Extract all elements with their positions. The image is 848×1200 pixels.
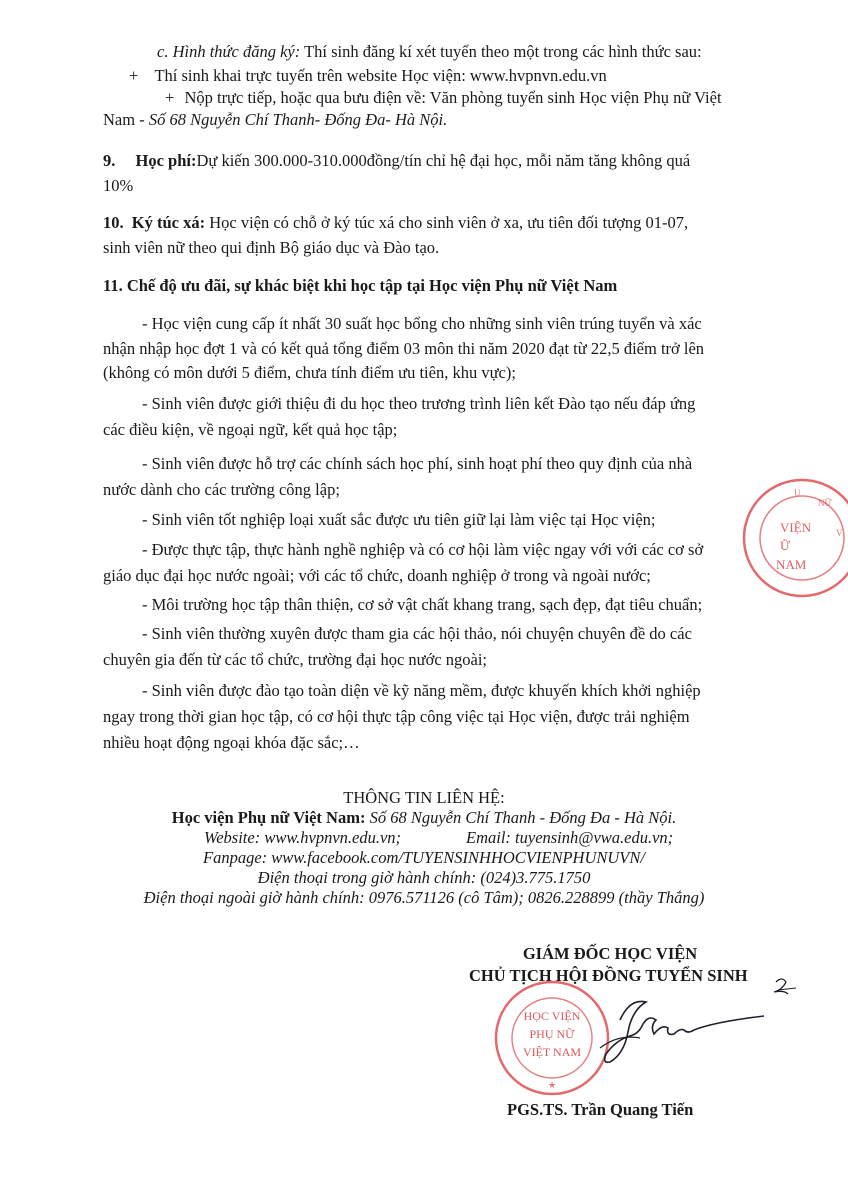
benefit-line: chuyên gia đến từ các tổ chức, trường đại học nước ngoài;	[103, 650, 488, 669]
benefit-line: các điều kiện, về ngoại ngữ, kết quả học tập;	[103, 420, 398, 439]
contact-phone-after-hours: Điện thoại ngoài giờ hành chính: 0976.571126 (cô Tâm); 0826.228899 (thầy Thắng)	[143, 888, 705, 907]
benefit-line: giáo dục đại học nước ngoài; với các tổ chức, doanh nghiệp ở trong và ngoài nước;	[103, 566, 651, 585]
registration-method-label: c. Hình thức đăng ký:	[157, 42, 301, 61]
section-number: 10.	[103, 213, 124, 232]
signer-name: PGS.TS. Trần Quang Tiến	[507, 1100, 694, 1119]
seal-text-line3: VIỆT NAM	[522, 1045, 582, 1059]
online-registration-bullet	[129, 66, 607, 86]
benefit-line: ngay trong thời gian học tập, có cơ hội thực tập công việc tại Học viện, được trải nghiệm	[103, 707, 690, 726]
svg-text:V: V	[836, 528, 843, 538]
contact-org-address: Số 68 Nguyễn Chí Thanh - Đống Đa - Hà Nội.	[365, 808, 677, 827]
dormitory-cont: sinh viên nữ theo qui định Bộ giáo dục và Đào tạo.	[103, 238, 440, 257]
benefit-line: - Sinh viên thường xuyên được tham gia các hội thảo, nói chuyện chuyên đề do các	[142, 624, 692, 643]
seal-text-line2: PHỤ NỮ	[529, 1027, 575, 1041]
benefit-line: - Môi trường học tập thân thiện, cơ sở vật chất khang trang, sạch đẹp, đạt tiêu chuẩn;	[142, 595, 703, 614]
contact-org-line	[0, 808, 848, 828]
benefit-line: (không có môn dưới 5 điểm, chưa tính điểm ưu tiên, khu vực);	[103, 363, 516, 382]
section11-heading: 11. Chế độ ưu đãi, sự khác biệt khi học tập tại Học viện Phụ nữ Việt Nam	[103, 276, 618, 295]
address-italic: Số 68 Nguyễn Chí Thanh- Đống Đa- Hà Nội.	[148, 110, 448, 129]
contact-org-label: Học viện Phụ nữ Việt Nam:	[171, 808, 366, 827]
dormitory-label: Ký túc xá:	[131, 213, 206, 232]
section-number: 9.	[103, 151, 116, 170]
tuition-text: Dự kiến 300.000-310.000đồng/tín chỉ hệ đại học, mỗi năm tăng không quá	[196, 151, 691, 170]
handwritten-signature	[580, 970, 800, 1070]
contact-heading: THÔNG TIN LIÊN HỆ:	[343, 788, 505, 807]
benefit-line: - Sinh viên được giới thiệu đi du học theo trương trình liên kết Đào tạo nếu đáp ứng	[142, 394, 696, 413]
bullet-symbol: +	[129, 66, 139, 85]
benefit-line: nước dành cho các trường công lập;	[103, 480, 340, 499]
registration-method-text: Thí sinh đăng kí xét tuyển theo một trong các hình thức sau:	[300, 42, 702, 61]
signer-title-1: GIÁM ĐỐC HỌC VIỆN	[522, 944, 698, 963]
benefit-line: - Được thực tập, thực hành nghề nghiệp và có cơ hội làm việc ngay với với các cơ sở	[142, 540, 704, 559]
online-registration-text: Thí sinh khai trực tuyến trên website Học viện: www.hvpnvn.edu.vn	[154, 66, 607, 85]
seal-text-line1: HỌC VIỆN	[523, 1009, 581, 1023]
address-prefix: Nam -	[103, 110, 149, 129]
tuition-line	[103, 151, 790, 171]
contact-fanpage: Fanpage: www.facebook.com/TUYENSINHHOCVIENPHUNUVN/	[203, 848, 645, 867]
contact-phone-office: Điện thoại trong giờ hành chính: (024)3.775.1750	[257, 868, 591, 887]
bullet-symbol: +	[165, 88, 175, 107]
direct-registration-bullet	[165, 88, 722, 108]
benefit-line: nhiều hoạt động ngoại khóa đặc sắc;…	[103, 733, 360, 752]
svg-text:U: U	[794, 488, 801, 498]
dormitory-text: Học viện có chỗ ở ký túc xá cho sinh viên ở xa, ưu tiên đối tượng 01-07,	[205, 213, 689, 232]
svg-text:Ữ: Ữ	[780, 538, 791, 553]
side-seal-stamp	[740, 476, 848, 616]
direct-registration-text: Nộp trực tiếp, hoặc qua bưu điện về: Văn phòng tuyển sinh Học viện Phụ nữ Việt	[184, 88, 722, 107]
registration-method-line	[157, 42, 702, 62]
direct-registration-address	[103, 110, 447, 130]
svg-text:VIỆN: VIỆN	[780, 520, 812, 535]
contact-website: Website: www.hvpnvn.edu.vn;	[204, 828, 402, 847]
benefit-line: nhận nhập học đợt 1 và có kết quả tổng điểm 03 môn thi năm 2020 đạt từ 22,5 điểm trở lên	[103, 339, 705, 358]
tuition-cont: 10%	[103, 176, 134, 195]
benefit-line: - Sinh viên được hỗ trợ các chính sách học phí, sinh hoạt phí theo quy định của nhà	[142, 454, 693, 473]
benefit-line: - Học viện cung cấp ít nhất 30 suất học bổng cho những sinh viên trúng tuyển và xác	[142, 314, 702, 333]
svg-text:NỮ: NỮ	[818, 498, 832, 508]
benefit-line: - Sinh viên được đào tạo toàn diện về kỹ năng mềm, được khuyến khích khởi nghiệp	[142, 681, 701, 700]
contact-email: Email: tuyensinh@vwa.edu.vn;	[466, 828, 674, 847]
signer-title-2: CHỦ TỊCH HỘI ĐỒNG TUYỂN SINH	[469, 966, 748, 985]
benefit-line: - Sinh viên tốt nghiệp loại xuất sắc được ưu tiên giữ lại làm việc tại Học viện;	[142, 510, 656, 529]
dormitory-line	[103, 213, 688, 233]
svg-text:NAM: NAM	[776, 557, 807, 572]
svg-text:★: ★	[547, 1080, 557, 1090]
tuition-label: Học phí:	[135, 151, 197, 170]
